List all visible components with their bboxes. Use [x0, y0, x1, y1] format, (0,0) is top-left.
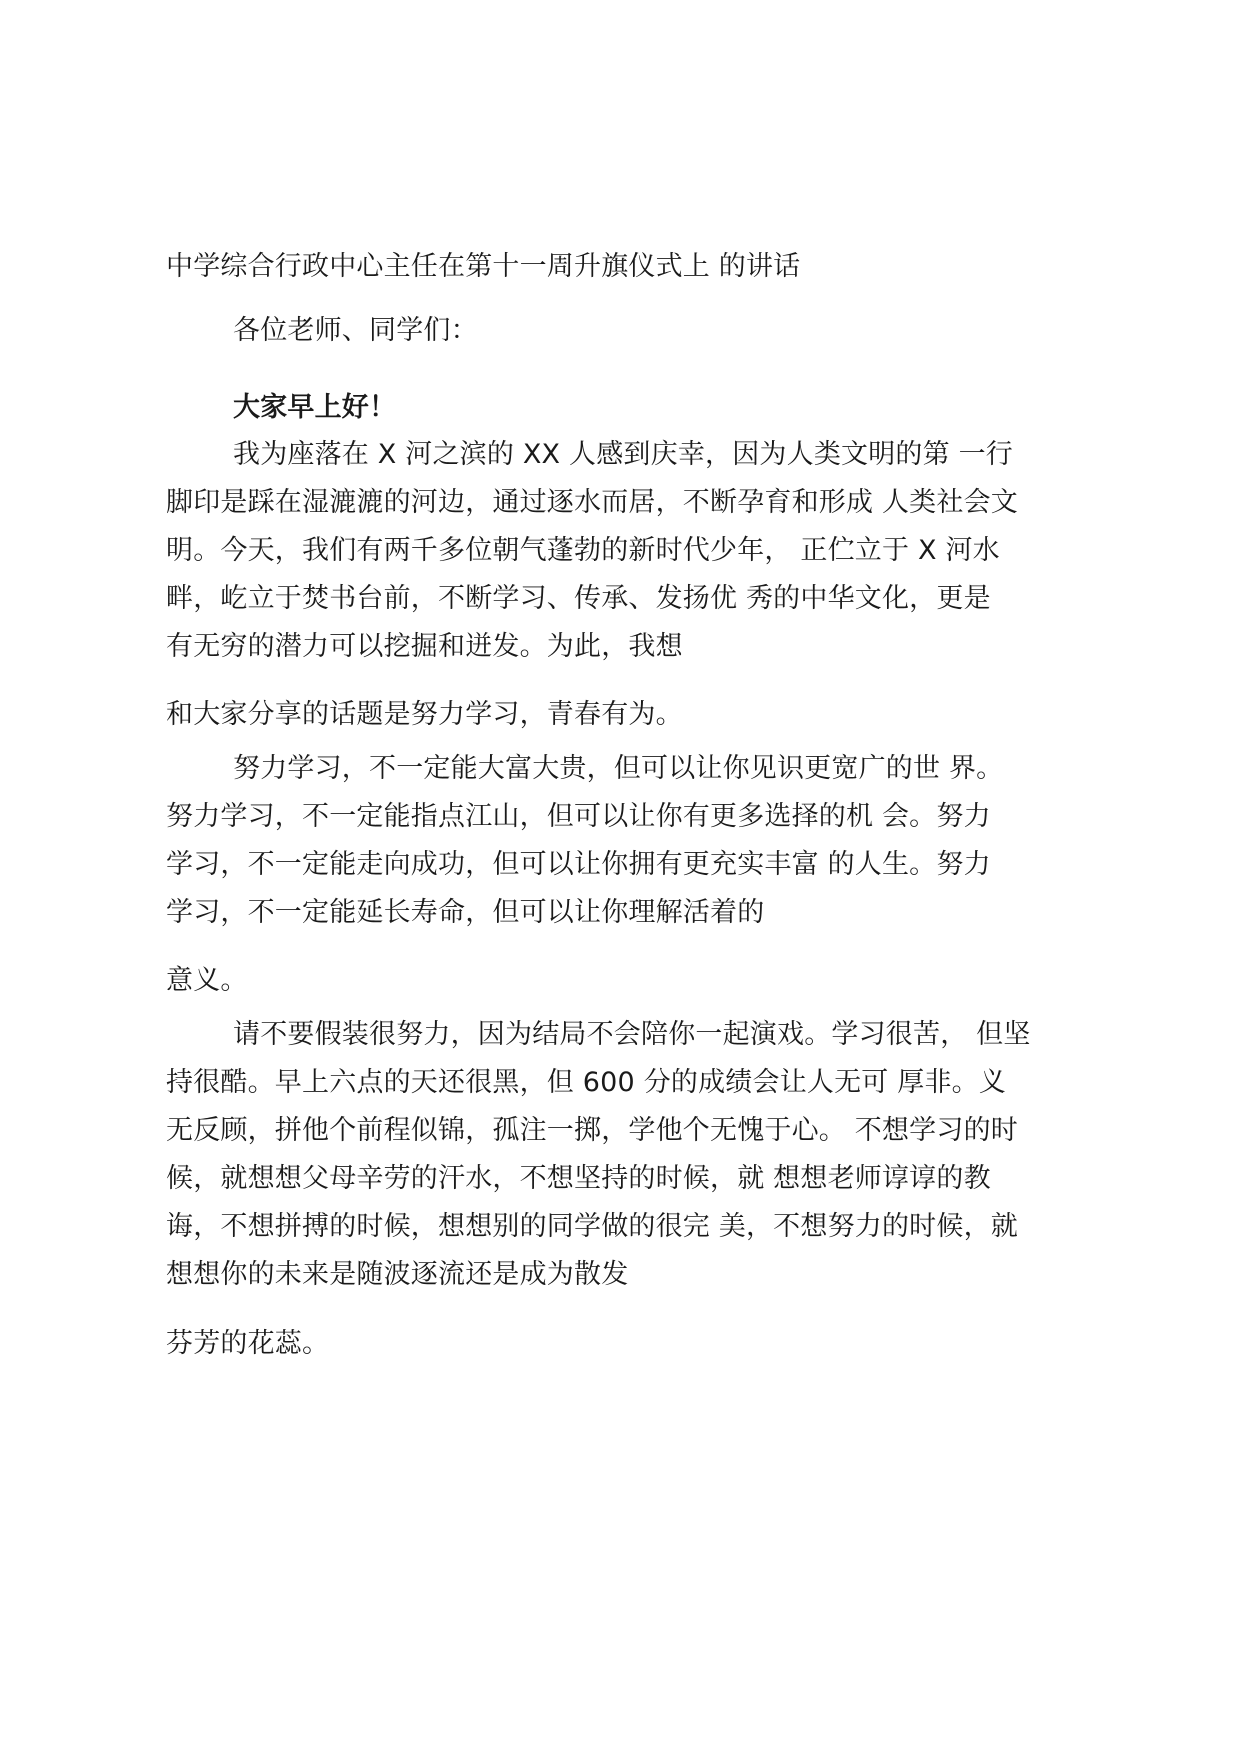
paragraph-1-tail: 和大家分享的话题是努力学习，青春有为。 — [166, 699, 683, 730]
greeting: 各位老师、同学们： — [233, 315, 478, 346]
paragraph-2-line-1: 努力学习，不一定能大富大贵，但可以让你见识更宽广的世 界。 — [233, 753, 1004, 784]
paragraph-3-line-1: 请不要假装很努力，因为结局不会陪你一起演戏。学习很苦， 但坚 — [233, 1019, 1031, 1050]
paragraph-2-line-3: 学习，不一定能走向成功，但可以让你拥有更充实丰富 的人生。努力 — [166, 849, 991, 880]
paragraph-3-line-6: 想想你的未来是随波逐流还是成为散发 — [166, 1259, 629, 1290]
paragraph-1-line-5: 有无穷的潜力可以挖掘和迸发。为此，我想 — [166, 631, 683, 662]
paragraph-3-line-5: 诲，不想拼搏的时候，想想别的同学做的很完 美，不想努力的时候，就 — [166, 1211, 1018, 1242]
paragraph-2-line-4: 学习，不一定能延长寿命，但可以让你理解活着的 — [166, 897, 765, 928]
paragraph-3-tail: 芬芳的花蕊。 — [166, 1328, 330, 1359]
paragraph-1-line-3: 明。今天，我们有两千多位朝气蓬勃的新时代少年， 正伫立于 X 河水 — [166, 535, 1000, 566]
document-title: 中学综合行政中心主任在第十一周升旗仪式上 的讲话 — [166, 251, 801, 282]
paragraph-1-line-4: 畔，屹立于焚书台前，不断学习、传承、发扬优 秀的中华文化，更是 — [166, 583, 991, 614]
paragraph-1-line-2: 脚印是踩在湿漉漉的河边，通过逐水而居，不断孕育和形成 人类社会文 — [166, 487, 1018, 518]
paragraph-2-line-2: 努力学习，不一定能指点江山，但可以让你有更多选择的机 会。努力 — [166, 801, 991, 832]
paragraph-3-line-2: 持很酷。早上六点的天还很黑，但 600 分的成绩会让人无可 厚非。义 — [166, 1067, 1007, 1098]
paragraph-3-line-3: 无反顾，拼他个前程似锦，孤注一掷，学他个无愧于心。 不想学习的时 — [166, 1115, 1018, 1146]
paragraph-3-line-4: 候，就想想父母辛劳的汗水，不想坚持的时候，就 想想老师谆谆的教 — [166, 1163, 991, 1194]
paragraph-2-tail: 意义。 — [166, 965, 248, 996]
paragraph-1-line-1: 我为座落在 X 河之滨的 XX 人感到庆幸，因为人类文明的第 一行 — [233, 439, 1014, 470]
opening-line: 大家早上好！ — [233, 392, 397, 423]
